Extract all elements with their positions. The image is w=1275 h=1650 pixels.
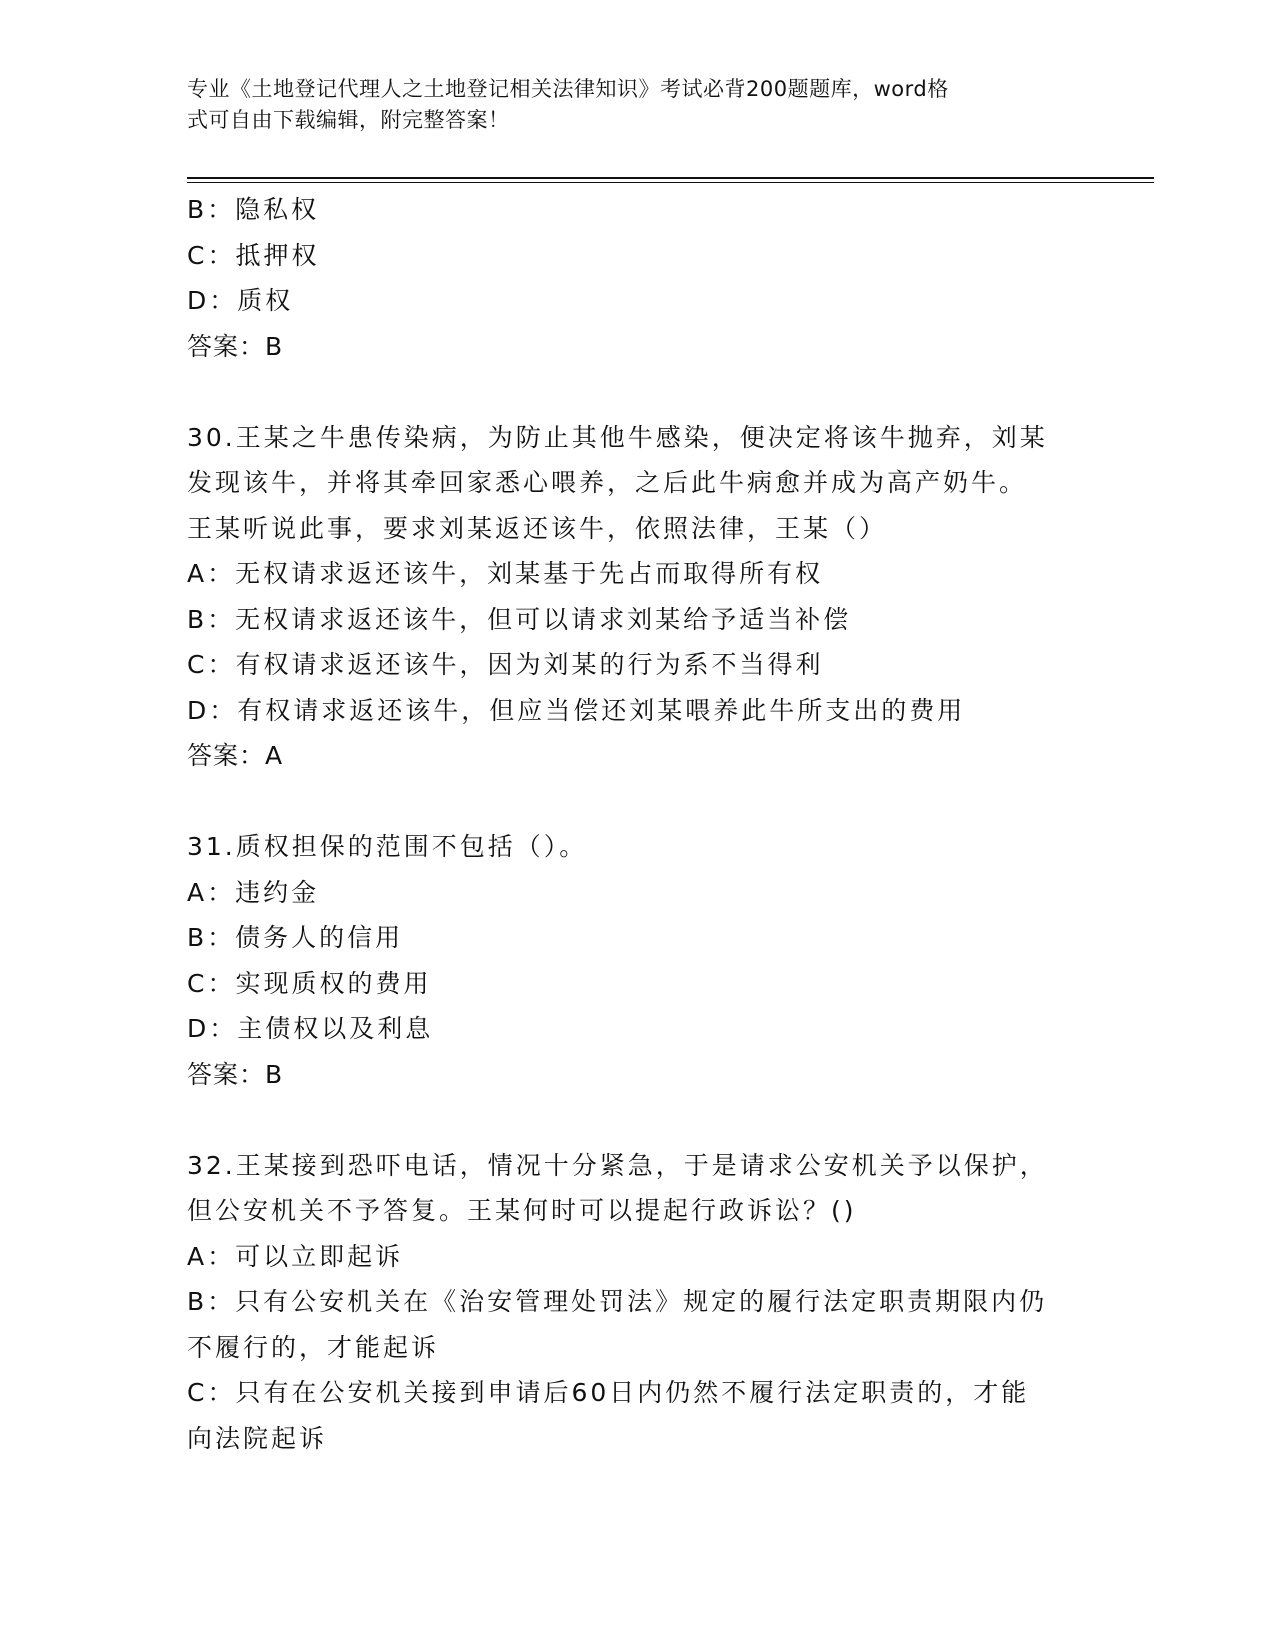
- question-stem-line-1: 31.质权担保的范围不包括（）。: [187, 832, 588, 861]
- header-divider-thick: [187, 177, 1154, 179]
- page-header: [187, 74, 1067, 136]
- option-b: B：隐私权: [187, 195, 320, 224]
- option-a: A：无权请求返还该牛，刘某基于先占而取得所有权: [187, 559, 824, 588]
- option-b-line-2: 不履行的，才能起诉: [187, 1332, 440, 1362]
- question-stem-line-2: 但公安机关不予答复。王某何时可以提起行政诉讼？(): [187, 1196, 857, 1225]
- option-b: B：债务人的信用: [187, 923, 404, 952]
- option-c: C：有权请求返还该牛，因为刘某的行为系不当得利: [187, 650, 824, 679]
- header-title-line-1: 专业《土地登记代理人之土地登记相关法律知识》考试必背200题题库，word格: [187, 77, 949, 101]
- option-d: D：主债权以及利息: [187, 1014, 434, 1043]
- question-32: [187, 1143, 1087, 1462]
- option-c-line-2: 向法院起诉: [187, 1423, 328, 1453]
- option-d: D：质权: [187, 286, 294, 315]
- header-divider-thin: [187, 182, 1154, 183]
- answer: 答案：B: [187, 1059, 284, 1089]
- option-c: C：抵押权: [187, 240, 320, 270]
- question-29-tail: [187, 187, 1087, 369]
- question-stem-line-2: 发现该牛，并将其牵回家悉心喂养，之后此牛病愈并成为高产奶牛。: [187, 468, 1028, 497]
- option-a: A：可以立即起诉: [187, 1241, 404, 1271]
- answer: 答案：B: [187, 331, 284, 361]
- option-c-line-1: C：只有在公安机关接到申请后60日内仍然不履行法定职责的，才能: [187, 1378, 1030, 1407]
- question-30: [187, 415, 1087, 779]
- option-d: D：有权请求返还该牛，但应当偿还刘某喂养此牛所支出的费用: [187, 695, 966, 725]
- question-stem-line-1: 30.王某之牛患传染病，为防止其他牛感染，便决定将该牛抛弃，刘某: [187, 422, 1048, 452]
- header-title-line-2: 式可自由下载编辑，附完整答案！: [187, 108, 510, 132]
- answer: 答案：A: [187, 741, 284, 770]
- option-b: B：无权请求返还该牛，但可以请求刘某给予适当补偿: [187, 604, 852, 634]
- question-31: [187, 824, 1087, 1097]
- option-c: C：实现质权的费用: [187, 968, 432, 998]
- question-stem-line-3: 王某听说此事，要求刘某返还该牛，依照法律，王某（）: [187, 513, 888, 543]
- option-b-line-1: B：只有公安机关在《治安管理处罚法》规定的履行法定职责期限内仍: [187, 1287, 1048, 1316]
- question-content: [187, 187, 1087, 1461]
- question-stem-line-1: 32.王某接到恐吓电话，情况十分紧急，于是请求公安机关予以保护，: [187, 1150, 1048, 1180]
- option-a: A：违约金: [187, 877, 320, 907]
